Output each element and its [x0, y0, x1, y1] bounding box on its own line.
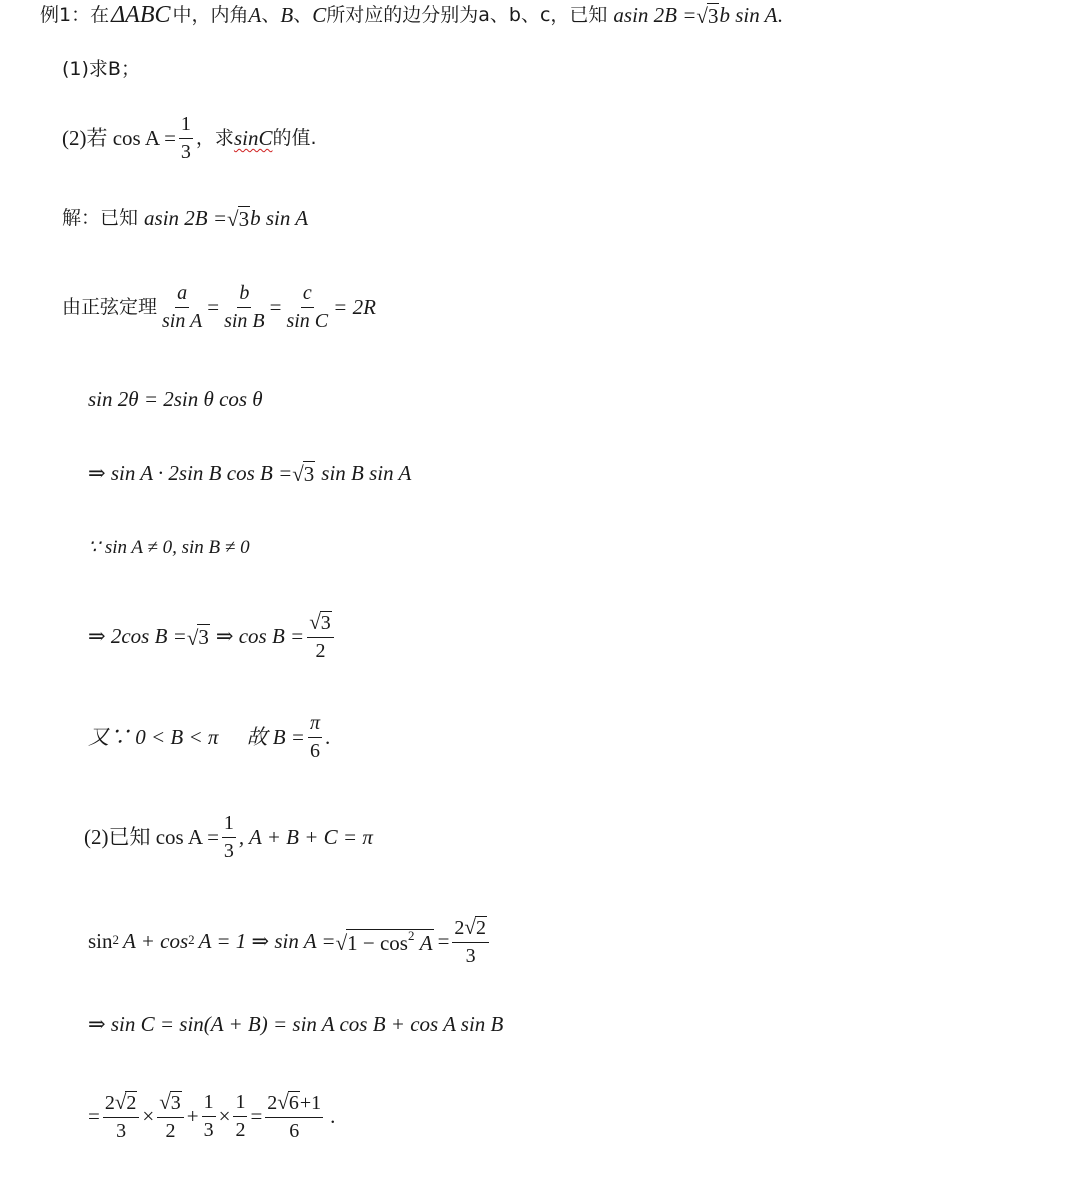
triangle-abc: ΔABC: [111, 2, 171, 29]
equals: =: [250, 1104, 263, 1128]
step-3: [88, 610, 337, 663]
problem-label: 例1：在: [40, 3, 110, 26]
times: ×: [218, 1104, 231, 1128]
given-eq-left: asin 2B =: [613, 2, 697, 27]
fraction-2sqrt2-over-3: 2 √ 2 3: [452, 915, 489, 968]
question-2-suffix: 的值.: [272, 127, 317, 149]
equals: =: [207, 295, 220, 319]
solution-eq-right: b sin A: [250, 205, 309, 230]
question-1-text: (1)求B；: [62, 58, 140, 80]
step-7: [88, 1090, 335, 1143]
problem-statement: [40, 3, 783, 27]
problem-text-2: 所对应的边分别为a、b、c，已知: [326, 3, 608, 26]
equals: =: [269, 295, 282, 319]
period: .: [324, 725, 331, 749]
law-of-sines: [62, 282, 376, 333]
fraction-sqrt3-over-2: √ 3 2: [157, 1090, 184, 1143]
step-3-left: ⇒ 2cos B =: [88, 624, 187, 648]
angle-b: B: [280, 2, 294, 27]
times: ×: [142, 1104, 155, 1128]
period: .: [777, 2, 783, 27]
plus: +: [186, 1104, 199, 1128]
step-4-conclusion: 故 B =: [246, 725, 305, 749]
sqrt-3: √ 3: [696, 4, 719, 29]
question-2-mid: ，求: [195, 127, 234, 149]
step-3-mid: ⇒ cos B =: [215, 624, 305, 648]
final-answer-fraction: 2 √ 6 +1 6: [267, 1090, 322, 1142]
sqrt-3: √ 3: [292, 462, 315, 487]
step-5-mid-2: A = 1 ⇒ sin A =: [198, 929, 336, 953]
step-4: [88, 712, 330, 763]
step-1: [88, 461, 411, 485]
fraction-a-over-sin-a: $\frac{a}{\text{sin A}}$: [162, 282, 203, 332]
sqrt-3: √ 3: [186, 625, 209, 650]
step-4-prefix: 又∵ 0 < B < π: [88, 725, 219, 749]
fraction-2sqrt2-over-3: 2 √ 2 3: [103, 1090, 140, 1143]
separator: 、: [261, 3, 281, 26]
step-2-text: ∵ sin A ≠ 0, sin B ≠ 0: [88, 537, 250, 558]
solution-label: 解：已知: [62, 206, 139, 229]
part-2: [84, 812, 373, 863]
given-eq-right: b sin A: [719, 2, 778, 27]
fraction-pi-over-6: $\frac{\pi}{6}$: [309, 712, 320, 762]
double-angle-formula: [88, 389, 263, 410]
period: .: [330, 1104, 336, 1128]
step-6: [88, 1014, 503, 1035]
fraction-one-third: $\frac{1}{3}$: [203, 1091, 214, 1141]
question-1: [62, 60, 140, 79]
problem-text-1: 中，内角: [172, 3, 249, 26]
sqrt-one-minus-cos-squared: √ $1 - \cos^2 A$: [335, 927, 433, 956]
angle-c: C: [312, 2, 327, 27]
fraction-c-over-sin-c: $\frac{c}{\text{sin C}}$: [286, 282, 329, 332]
fraction-one-half: $\frac{1}{2}$: [235, 1091, 246, 1141]
question-2: [62, 113, 317, 164]
step-5-mid-1: A + cos: [123, 929, 189, 953]
question-2-prefix: (2)若 cos A =: [62, 126, 176, 150]
step-6-text: ⇒ sin C = sin(A + B) = sin A cos B + cos A sin B: [88, 1012, 504, 1036]
fraction-sqrt3-over-2: √ 3 2: [307, 610, 334, 663]
step-2: [88, 538, 250, 557]
equals: =: [437, 929, 450, 953]
sin-c-term: sinC: [233, 126, 273, 150]
separator: 、: [293, 3, 313, 26]
solution-intro: [62, 206, 308, 230]
step-1-left: ⇒ sin A · 2sin B cos B =: [88, 460, 293, 485]
angle-a: A: [248, 2, 262, 27]
fraction-one-third: $\frac{1}{3}$: [223, 812, 234, 862]
law-label: 由正弦定理: [62, 296, 158, 318]
double-angle-text: sin 2θ = 2sin θ cos θ: [88, 387, 263, 411]
equals-2r: = 2R: [333, 295, 376, 319]
fraction-one-third: $\frac{1}{3}$: [180, 113, 191, 163]
part-2-prefix: (2)已知 cos A =: [84, 825, 219, 849]
solution-eq-left: asin 2B =: [144, 205, 228, 230]
step-5: sin 2 A + cos 2 A = 1 ⇒ sin A = √ $1 - \cos^2 A$ = 2 √ 2 3: [88, 915, 492, 968]
fraction-b-over-sin-b: $\frac{b}{\text{sin B}}$: [224, 282, 265, 332]
sqrt-3: √ 3: [227, 207, 250, 232]
part-2-suffix: , A + B + C = π: [238, 825, 373, 849]
step-1-right: sin B sin A: [321, 460, 412, 485]
equals: =: [88, 1104, 100, 1128]
step-5-sin: sin: [88, 929, 113, 953]
